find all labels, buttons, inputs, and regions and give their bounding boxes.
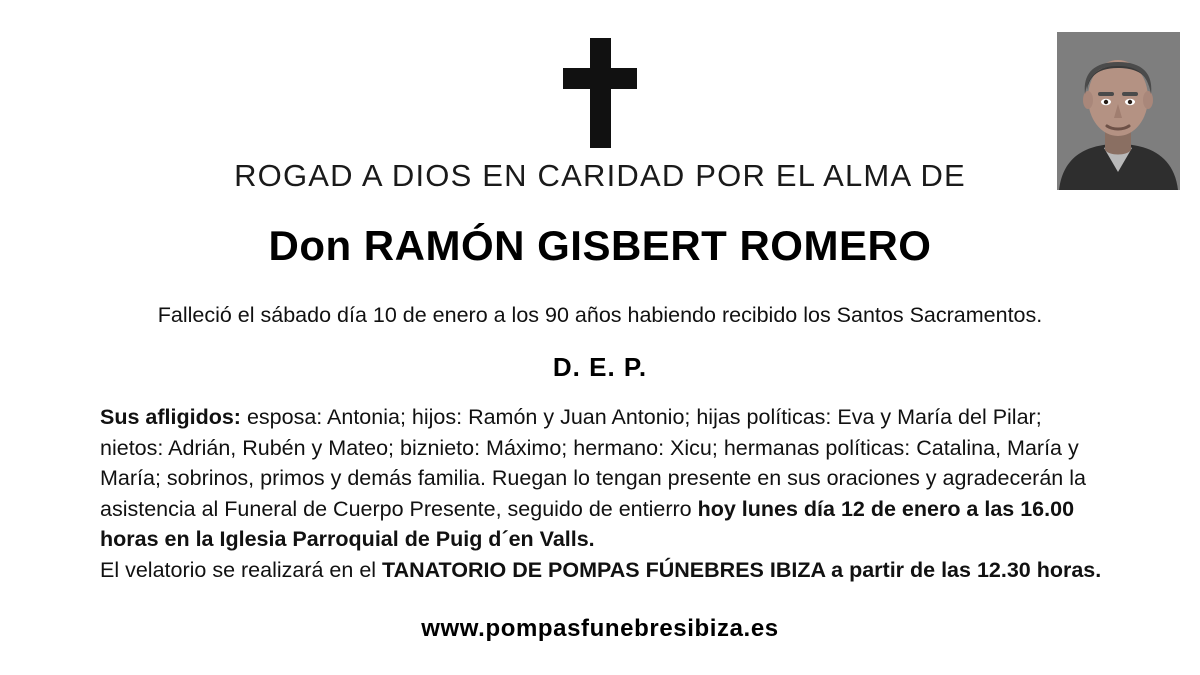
family-message-segment-1: esposa: Antonia; hijos: Ramón y Juan Antonio; hijas políticas: Eva y María del Pilar; nietos: Adrián, Rubén y Mateo; biznieto: Máximo; hermano: Xicu; hermanas políticas: Catalina, María y María; sobrinos, primos y demás familia. Ruegan lo tengan presente en sus oraciones y agradecerán la asistencia al Funeral de Cuerpo Presente, seguido de entierro xyxy=(100,405,1086,521)
deceased-name: Don RAMÓN GISBERT ROMERO xyxy=(268,222,932,269)
wake-details-bold: TANATORIO DE POMPAS FÚNEBRES IBIZA a partir de las 12.30 horas. xyxy=(382,557,1102,582)
wake-message-segment: El velatorio se realizará en el xyxy=(100,557,383,582)
page-title: ROGAD A DIOS EN CARIDAD POR EL ALMA DE xyxy=(234,158,966,193)
cross-vertical-bar xyxy=(590,38,611,148)
family-lead-label: Sus afligidos: xyxy=(100,405,241,429)
cross-horizontal-bar xyxy=(563,68,637,89)
death-details: Falleció el sábado día 10 de enero a los 90 años habiendo recibido los Santos Sacramentos. xyxy=(157,303,1043,327)
website-link[interactable]: www.pompasfunebresibiza.es xyxy=(421,615,779,642)
family-message xyxy=(100,402,1102,585)
latin-cross-icon xyxy=(563,38,637,148)
funeral-details-bold: hoy lunes día 12 de enero a las 16.00 horas en la Iglesia Parroquial de Puig d´en Valls. xyxy=(100,496,1075,551)
cross-container xyxy=(0,38,1200,148)
dep-label: D. E. P. xyxy=(552,352,648,382)
